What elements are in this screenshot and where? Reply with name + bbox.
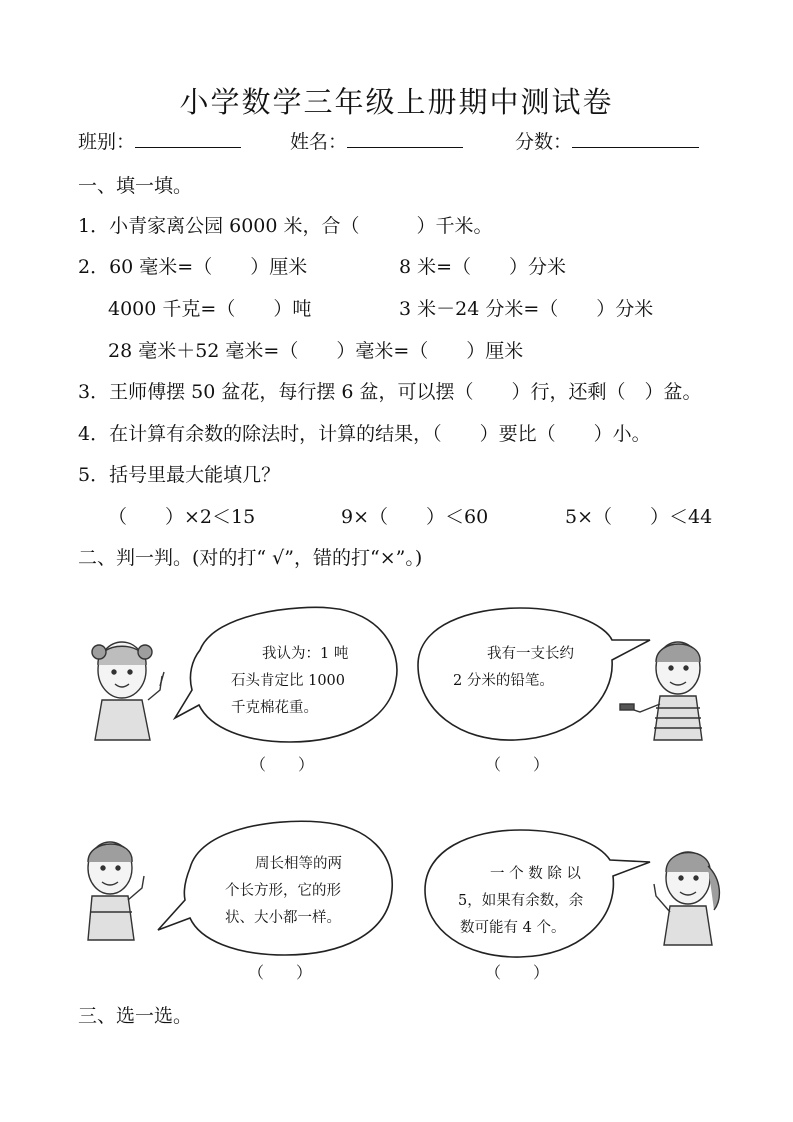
section2-heading: 二、判一判。(对的打“ √”，错的打“×”。) — [78, 547, 423, 569]
question-3: 3．王师傅摆 50 盆花，每行摆 6 盆，可以摆（ ）行，还剩（ ）盆。 — [78, 381, 702, 403]
question-4: 4．在计算有余数的除法时，计算的结果，（ ）要比（ ）小。 — [78, 423, 651, 445]
question-2b: 8 米=（ ）分米 — [399, 256, 567, 278]
question-1: 1．小青家离公园 6000 米，合（ ）千米。 — [78, 215, 493, 237]
score-label: 分数： — [515, 131, 573, 153]
girl-illustration-2 — [654, 852, 719, 945]
boy-illustration-1 — [620, 642, 702, 740]
bubble-3-line-1: 周长相等的两 — [255, 856, 342, 872]
class-label: 班别： — [78, 131, 136, 153]
question-5: 5．括号里最大能填几？ — [78, 464, 281, 486]
bubble-1-line-3: 千克棉花重。 — [231, 700, 318, 716]
question-2e: 28 毫米＋52 毫米=（ ）毫米=（ ）厘米 — [108, 340, 524, 362]
bubble-4-line-2: 5，如果有余数，余 — [458, 893, 584, 909]
answer-blank-4[interactable]: （ ） — [485, 963, 550, 982]
bubble-1-line-2: 石头肯定比 1000 — [231, 673, 346, 689]
answer-blank-3[interactable]: （ ） — [248, 963, 313, 982]
boy-illustration-2 — [88, 842, 144, 940]
bubble-2-line-1: 我有一支长约 — [487, 646, 574, 662]
question-5b: 9×（ ）＜60 — [341, 506, 489, 528]
girl-illustration-1 — [92, 642, 164, 740]
bubble-3-line-2: 个长方形，它的形 — [225, 883, 341, 899]
question-2c: 4000 千克=（ ）吨 — [108, 298, 312, 320]
bubble-3-line-3: 状、大小都一样。 — [225, 910, 341, 926]
bubble-1-line-1: 我认为：1 吨 — [262, 646, 349, 662]
section3-heading: 三、选一选。 — [78, 1005, 193, 1027]
name-label: 姓名： — [290, 131, 348, 153]
bubble-4-line-3: 数可能有 4 个。 — [460, 920, 566, 936]
page-title: 小学数学三年级上册期中测试卷 — [179, 85, 614, 119]
answer-blank-2[interactable]: （ ） — [485, 755, 550, 774]
question-5a: （ ）×2＜15 — [108, 506, 256, 528]
question-5c: 5×（ ）＜44 — [565, 506, 713, 528]
question-2a: 2．60 毫米=（ ）厘米 — [78, 256, 308, 278]
answer-blank-1[interactable]: （ ） — [250, 755, 315, 774]
section1-heading: 一、填一填。 — [78, 175, 193, 197]
bubble-4-line-1: 一 个 数 除 以 — [490, 866, 581, 882]
question-2d: 3 米－24 分米=（ ）分米 — [399, 298, 654, 320]
bubble-2-line-2: 2 分米的铅笔。 — [453, 673, 554, 689]
